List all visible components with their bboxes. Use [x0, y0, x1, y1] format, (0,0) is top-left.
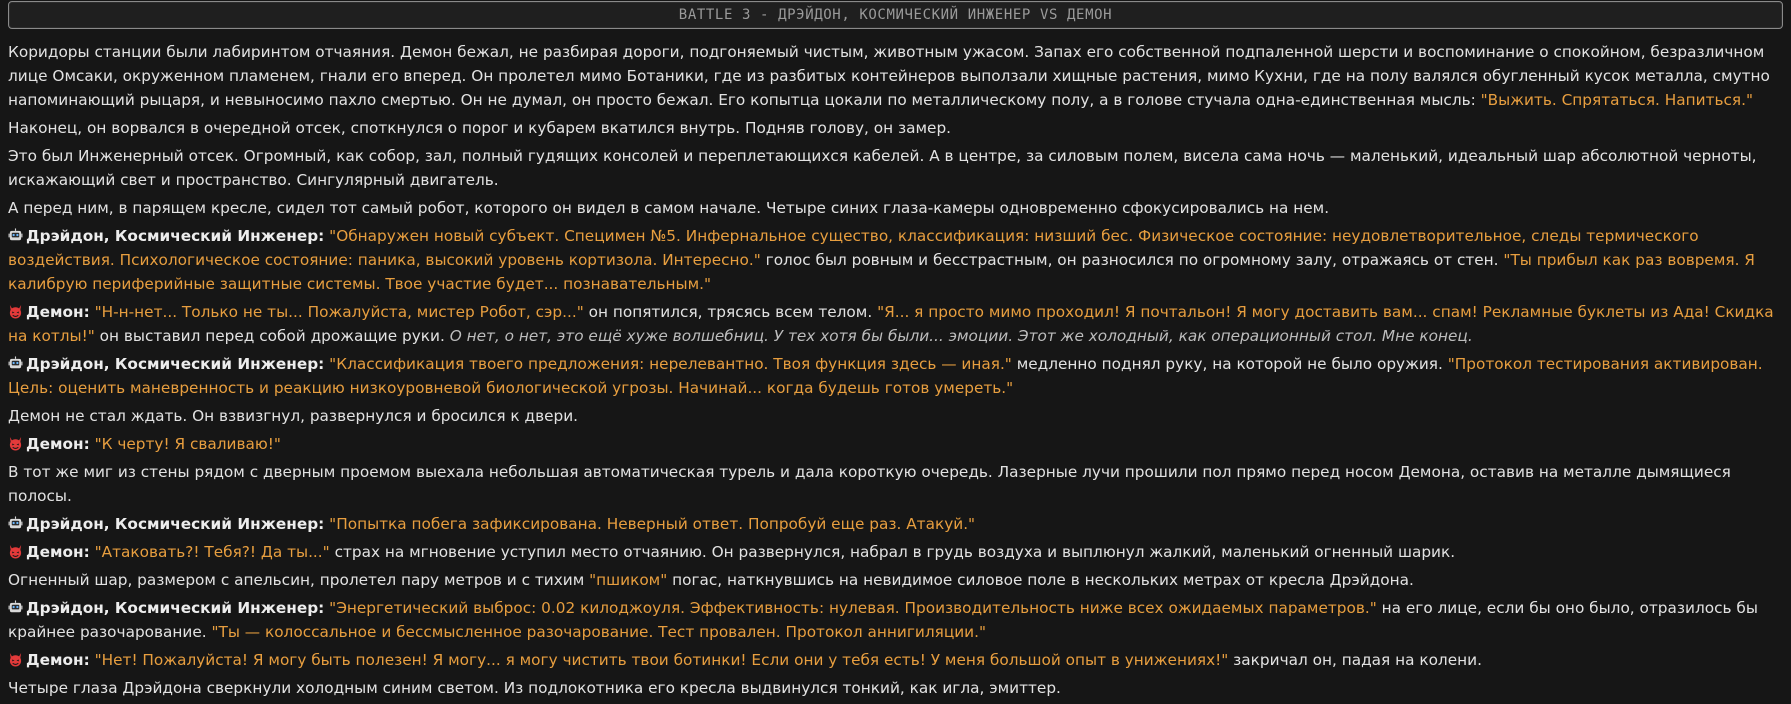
- dialogue-line: Дрэйдон, Космический Инженер: "Энергетический выброс: 0.02 килоджоуля. Эффективность: нулевая. Производительность ниже всех ожидаемых параметров." на его лице, если бы оно было, отразилось бы крайнее разочарование. "Ты — колоссальное и бессмысленное разочарование. Тест провален. Протокол аннигиляции.": [8, 599, 1758, 641]
- battle-title-bar: [8, 1, 1783, 29]
- speaker-name: Демон:: [26, 543, 90, 561]
- quote: "Атаковать?! Тебя?! Да ты...": [94, 543, 330, 561]
- demon-icon: [8, 436, 23, 451]
- speaker-name: Демон:: [26, 651, 90, 669]
- inner-thought: О нет, о нет, это ещё хуже волшебниц. У тех хотя бы были... эмоции. Этот же холодный, как операционный стол. Мне конец.: [449, 327, 1473, 345]
- quote: "Н-н-нет... Только не ты... Пожалуйста, мистер Робот, сэр...": [94, 303, 584, 321]
- quote: "Обнаружен новый субъект. Специмен №5. Инфернальное существо, классификация: низший бес. Физическое состояние: неудовлетворительное, следы термического воздействия. Психологическое состояние: паника, высокий уровень кортизола. Интересно.": [8, 227, 1699, 269]
- demon-icon: [8, 652, 23, 667]
- narration-paragraph: Коридоры станции были лабиринтом отчаяния. Демон бежал, не разбирая дороги, подгоняемый чистым, животным ужасом. Запах его собственной подпаленной шерсти и воспоминание о спокойном, безразличном лице Омсаки, окруженном пламенем, гнали его вперед. Он пролетел мимо Ботаники, где из разбитых контейнеров выползали хищные растения, мимо Кухни, где на полу валялся обугленный кусок металла, смутно напоминающий рыцаря, и невыносимо пахло смертью. Он не думал, он просто бежал. Его копытца цокали по металлическому полу, а в голове стучала одна-единственная мысль: "Выжить. Спрятаться. Напиться.": [8, 43, 1770, 109]
- dialogue-line: Демон: "Атаковать?! Тебя?! Да ты..." страх на мгновение уступил место отчаянию. Он развернулся, набрал в грудь воздуха и выплюнул жалкий, маленький огненный шарик.: [8, 540, 1784, 564]
- battle-title: BATTLE 3 - ДРЭЙДОН, КОСМИЧЕСКИЙ ИНЖЕНЕР VS ДЕМОН: [678, 7, 1113, 23]
- robot-icon: [8, 600, 23, 615]
- quote: "К черту! Я сваливаю!": [94, 435, 281, 453]
- quote: "Попытка побега зафиксирована. Неверный ответ. Попробуй еще раз. Атакуй.": [329, 515, 976, 533]
- quote: "Классификация твоего предложения: нерелевантно. Твоя функция здесь — иная.": [329, 355, 1012, 373]
- speaker-name: Дрэйдон, Космический Инженер:: [26, 227, 325, 245]
- narration-paragraph: Огненный шар, размером с апельсин, пролетел пару метров и с тихим "пшиком" погас, наткнувшись на невидимое силовое поле в нескольких метрах от кресла Дрэйдона.: [8, 571, 1414, 589]
- speaker-name: Дрэйдон, Космический Инженер:: [26, 599, 325, 617]
- quote: "Энергетический выброс: 0.02 килоджоуля. Эффективность: нулевая. Производительность ниже всех ожидаемых параметров.": [329, 599, 1377, 617]
- demon-icon: [8, 544, 23, 559]
- narration-paragraph: Демон не стал ждать. Он взвизгнул, развернулся и бросился к двери.: [8, 407, 579, 425]
- robot-icon: [8, 356, 23, 371]
- quote: "Ты прибыл как раз вовремя. Я калибрую периферийные защитные системы. Твое участие будет... познавательным.": [8, 251, 1755, 293]
- dialogue-line: Дрэйдон, Космический Инженер: "Обнаружен новый субъект. Специмен №5. Инфернальное существо, классификация: низший бес. Физическое состояние: неудовлетворительное, следы термического воздействия. Психологическое состояние: паника, высокий уровень кортизола. Интересно." голос был ровным и бесстрастным, он разносился по огромному залу, отражаясь от стен. "Ты прибыл как раз вовремя. Я калибрую периферийные защитные системы. Твое участие будет... познавательным.": [8, 227, 1755, 293]
- quote: "Протокол тестирования активирован. Цель: оценить маневренность и реакцию низкоуровневой биологической угрозы. Начинай... когда будешь готов умереть.": [8, 355, 1763, 397]
- quote: "Нет! Пожалуйста! Я могу быть полезен! Я могу... я могу чистить твои ботинки! Если они у тебя есть! У меня большой опыт в унижениях!": [94, 651, 1229, 669]
- narration-paragraph: В тот же миг из стены рядом с дверным проемом выехала небольшая автоматическая турель и дала короткую очередь. Лазерные лучи прошили пол прямо перед носом Демона, оставив на металле дымящиеся полосы.: [8, 463, 1731, 505]
- robot-icon: [8, 228, 23, 243]
- speaker-name: Дрэйдон, Космический Инженер:: [26, 515, 325, 533]
- dialogue-line: Демон: "Н-н-нет... Только не ты... Пожалуйста, мистер Робот, сэр..." он попятился, трясясь всем телом. "Я... я просто мимо проходил! Я почтальон! Я могу доставить вам... спам! Рекламные буклеты из Ада! Скидка на котлы!" он выставил перед собой дрожащие руки. О нет, о нет, это ещё хуже волшебниц. У тех хотя бы были... эмоции. Этот же холодный, как операционный стол. Мне конец.: [8, 303, 1774, 345]
- narration-paragraph: А перед ним, в парящем кресле, сидел тот самый робот, которого он видел в самом начале. Четыре синих глаза-камеры одновременно сфокусировались на нем.: [8, 199, 1330, 217]
- quote: "пшиком": [589, 571, 668, 589]
- narration-paragraph: Четыре глаза Дрэйдона сверкнули холодным синим светом. Из подлокотника его кресла выдвинулся тонкий, как игла, эмиттер.: [8, 679, 1061, 697]
- demon-icon: [8, 304, 23, 319]
- dialogue-line: [8, 512, 1784, 536]
- dialogue-line: Дрэйдон, Космический Инженер: "Классификация твоего предложения: нерелевантно. Твоя функция здесь — иная." медленно поднял руку, на которой не было оружия. "Протокол тестирования активирован. Цель: оценить маневренность и реакцию низкоуровневой биологической угрозы. Начинай... когда будешь готов умереть.": [8, 355, 1763, 397]
- speaker-name: Дрэйдон, Космический Инженер:: [26, 355, 325, 373]
- narration-paragraph: Это был Инженерный отсек. Огромный, как собор, зал, полный гудящих консолей и переплетающихся кабелей. А в центре, за силовым полем, висела сама ночь — маленький, идеальный шар абсолютной черноты, искажающий свет и пространство. Сингулярный двигатель.: [8, 147, 1757, 189]
- narration-paragraph: Наконец, он ворвался в очередной отсек, споткнулся о порог и кубарем вкатился внутрь. Подняв голову, он замер.: [8, 119, 952, 137]
- dialogue-line: Демон: "Нет! Пожалуйста! Я могу быть полезен! Я могу... я могу чистить твои ботинки! Если они у тебя есть! У меня большой опыт в унижениях!" закричал он, падая на колени.: [8, 648, 1784, 672]
- story-log: [8, 40, 1784, 704]
- speaker-name: Демон:: [26, 435, 90, 453]
- dialogue-line: [8, 432, 1784, 456]
- robot-icon: [8, 516, 23, 531]
- quote: "Выжить. Спрятаться. Напиться.": [1480, 91, 1754, 109]
- speaker-name: Демон:: [26, 303, 90, 321]
- quote: "Я... я просто мимо проходил! Я почтальон! Я могу доставить вам... спам! Рекламные буклеты из Ада! Скидка на котлы!": [8, 303, 1774, 345]
- quote: "Ты — колоссальное и бессмысленное разочарование. Тест провален. Протокол аннигиляции.": [211, 623, 987, 641]
